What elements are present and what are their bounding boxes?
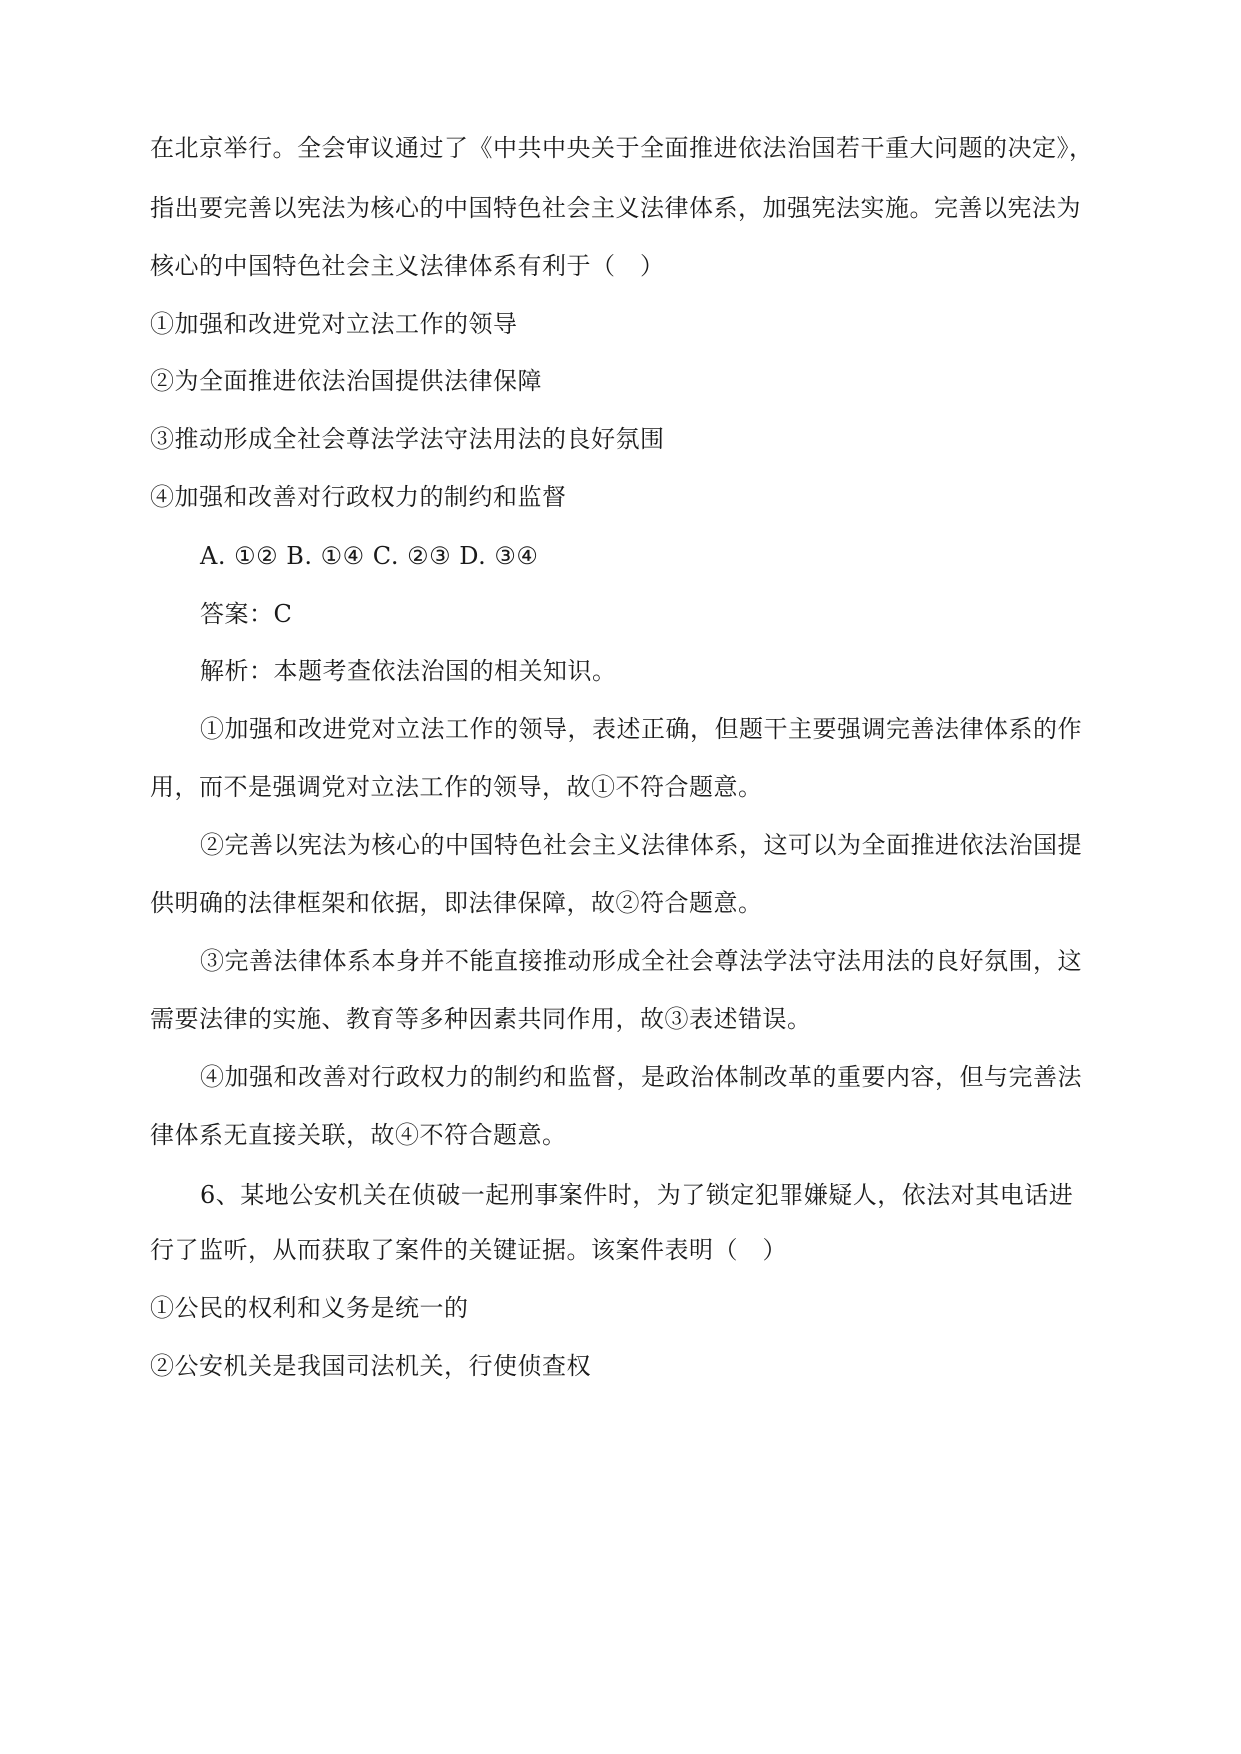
q5-stem-line-1: 在北京举行。全会审议通过了《中共中央关于全面推进依法治国若干重大问题的决定》， — [150, 134, 1094, 162]
q6-option-1: ①公民的权利和义务是统一的 — [150, 1294, 469, 1322]
q5-stem-line-3: 核心的中国特色社会主义法律体系有利于（ ） — [150, 252, 665, 280]
q5-option-2: ②为全面推进依法治国提供法律保障 — [150, 367, 542, 395]
q5-analysis-4b: 律体系无直接关联，故④不符合题意。 — [150, 1121, 567, 1149]
q5-analysis-4a: ④加强和改善对行政权力的制约和监督，是政治体制改革的重要内容，但与完善法 — [200, 1063, 1082, 1091]
q5-analysis-3a: ③完善法律体系本身并不能直接推动形成全社会尊法学法守法用法的良好氛围，这 — [200, 947, 1082, 975]
q5-choices: A. ①② B. ①④ C. ②③ D. ③④ — [200, 542, 539, 570]
q5-answer: 答案：C — [200, 600, 293, 628]
q6-stem-line-2: 行了监听，从而获取了案件的关键证据。该案件表明（ ） — [150, 1236, 787, 1264]
q5-option-3: ③推动形成全社会尊法学法守法用法的良好氛围 — [150, 425, 665, 453]
q5-stem-line-2: 指出要完善以宪法为核心的中国特色社会主义法律体系，加强宪法实施。完善以宪法为 — [150, 194, 1081, 222]
q5-analysis-3b: 需要法律的实施、教育等多种因素共同作用，故③表述错误。 — [150, 1005, 812, 1033]
q6-stem-line-1: 6、某地公安机关在侦破一起刑事案件时，为了锁定犯罪嫌疑人，依法对其电话进 — [200, 1181, 1074, 1209]
q5-analysis-2a: ②完善以宪法为核心的中国特色社会主义法律体系，这可以为全面推进依法治国提 — [200, 831, 1082, 859]
q5-analysis-1a: ①加强和改进党对立法工作的领导，表述正确，但题干主要强调完善法律体系的作 — [200, 715, 1082, 743]
q5-analysis-1b: 用，而不是强调党对立法工作的领导，故①不符合题意。 — [150, 773, 763, 801]
q5-option-1: ①加强和改进党对立法工作的领导 — [150, 310, 518, 338]
q5-analysis-2b: 供明确的法律框架和依据，即法律保障，故②符合题意。 — [150, 889, 763, 917]
q5-analysis-intro: 解析：本题考查依法治国的相关知识。 — [200, 657, 617, 685]
q5-option-4: ④加强和改善对行政权力的制约和监督 — [150, 483, 567, 511]
q6-option-2: ②公安机关是我国司法机关，行使侦查权 — [150, 1352, 591, 1380]
